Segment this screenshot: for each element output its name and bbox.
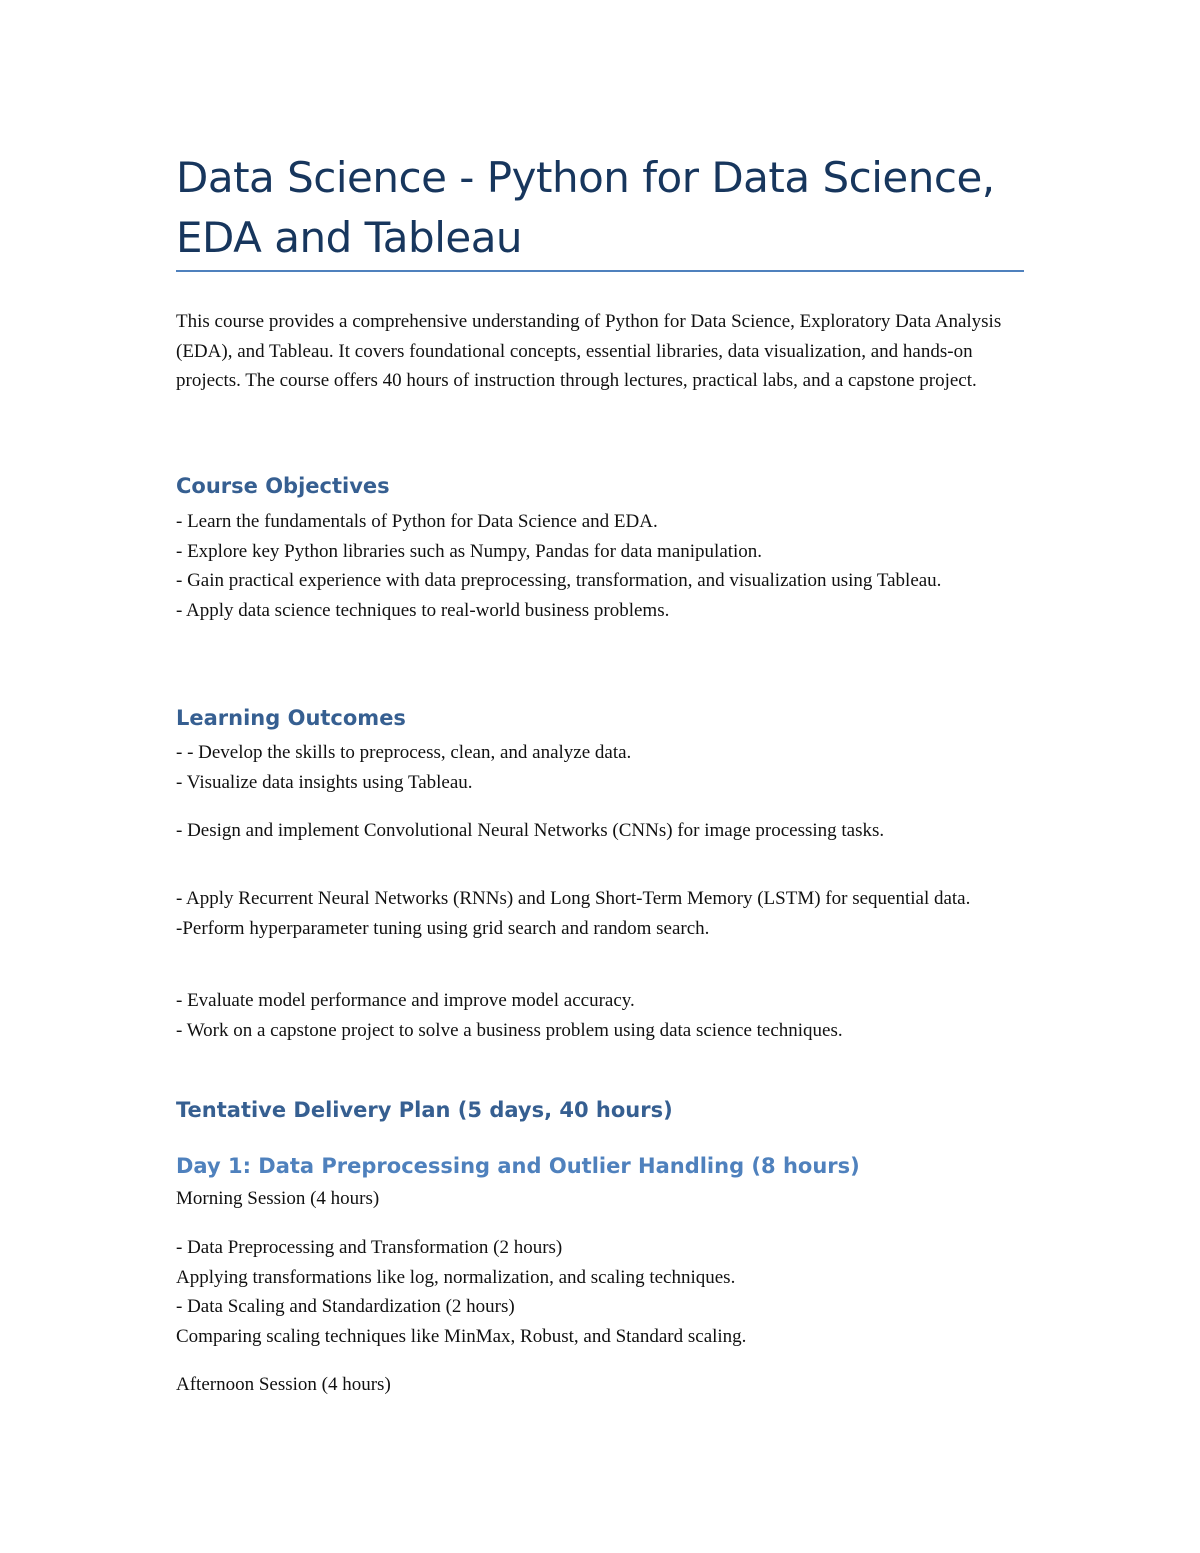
list-item-detail: Applying transformations like log, normalization, and scaling techniques.	[176, 1266, 736, 1288]
outcomes-heading: Learning Outcomes	[176, 706, 406, 730]
list-item: - - Develop the skills to preprocess, clean, and analyze data.	[176, 742, 632, 763]
list-item: - Work on a capstone project to solve a business problem using data science techniques.	[176, 1019, 843, 1041]
outcomes-list-3	[176, 884, 1026, 943]
list-item: -Perform hyperparameter tuning using grid search and random search.	[176, 917, 710, 939]
morning-session-label: Morning Session (4 hours)	[176, 1188, 380, 1209]
objectives-heading: Course Objectives	[176, 474, 390, 498]
list-item: - Gain practical experience with data preprocessing, transformation, and visualization using Tableau.	[176, 570, 942, 591]
outcomes-list-4	[176, 986, 1026, 1045]
intro-paragraph: This course provides a comprehensive understanding of Python for Data Science, Exploratory Data Analysis (EDA), and Tableau. It covers foundational concepts, essential libraries, data visualization, and hands-on projects. The course offers 40 hours of instruction through lectures, practical labs, and a capstone project.	[176, 311, 1002, 391]
document-page	[176, 0, 1026, 1553]
outcomes-list-2	[176, 816, 1026, 846]
list-item: - Visualize data insights using Tableau.	[176, 771, 473, 793]
list-item: - Design and implement Convolutional Neural Networks (CNNs) for image processing tasks.	[176, 820, 885, 841]
list-item: - Apply Recurrent Neural Networks (RNNs) and Long Short-Term Memory (LSTM) for sequential data.	[176, 888, 971, 909]
objectives-list	[176, 507, 1026, 625]
list-item: - Data Scaling and Standardization (2 hours)	[176, 1296, 515, 1317]
afternoon-session-label: Afternoon Session (4 hours)	[176, 1374, 391, 1395]
list-item: - Evaluate model performance and improve model accuracy.	[176, 990, 635, 1011]
list-item: - Learn the fundamentals of Python for Data Science and EDA.	[176, 511, 658, 532]
day1-heading: Day 1: Data Preprocessing and Outlier Handling (8 hours)	[176, 1154, 860, 1178]
list-item: - Data Preprocessing and Transformation (2 hours)	[176, 1237, 563, 1258]
day1-morning-list	[176, 1233, 1026, 1351]
title-divider	[176, 270, 1024, 272]
plan-heading: Tentative Delivery Plan (5 days, 40 hours)	[176, 1098, 673, 1122]
outcomes-list-1	[176, 738, 1026, 797]
document-title: Data Science - Python for Data Science, EDA and Tableau	[176, 153, 995, 262]
list-item: - Explore key Python libraries such as Numpy, Pandas for data manipulation.	[176, 540, 763, 562]
list-item-detail: Comparing scaling techniques like MinMax, Robust, and Standard scaling.	[176, 1325, 747, 1347]
list-item: - Apply data science techniques to real-world business problems.	[176, 599, 670, 621]
